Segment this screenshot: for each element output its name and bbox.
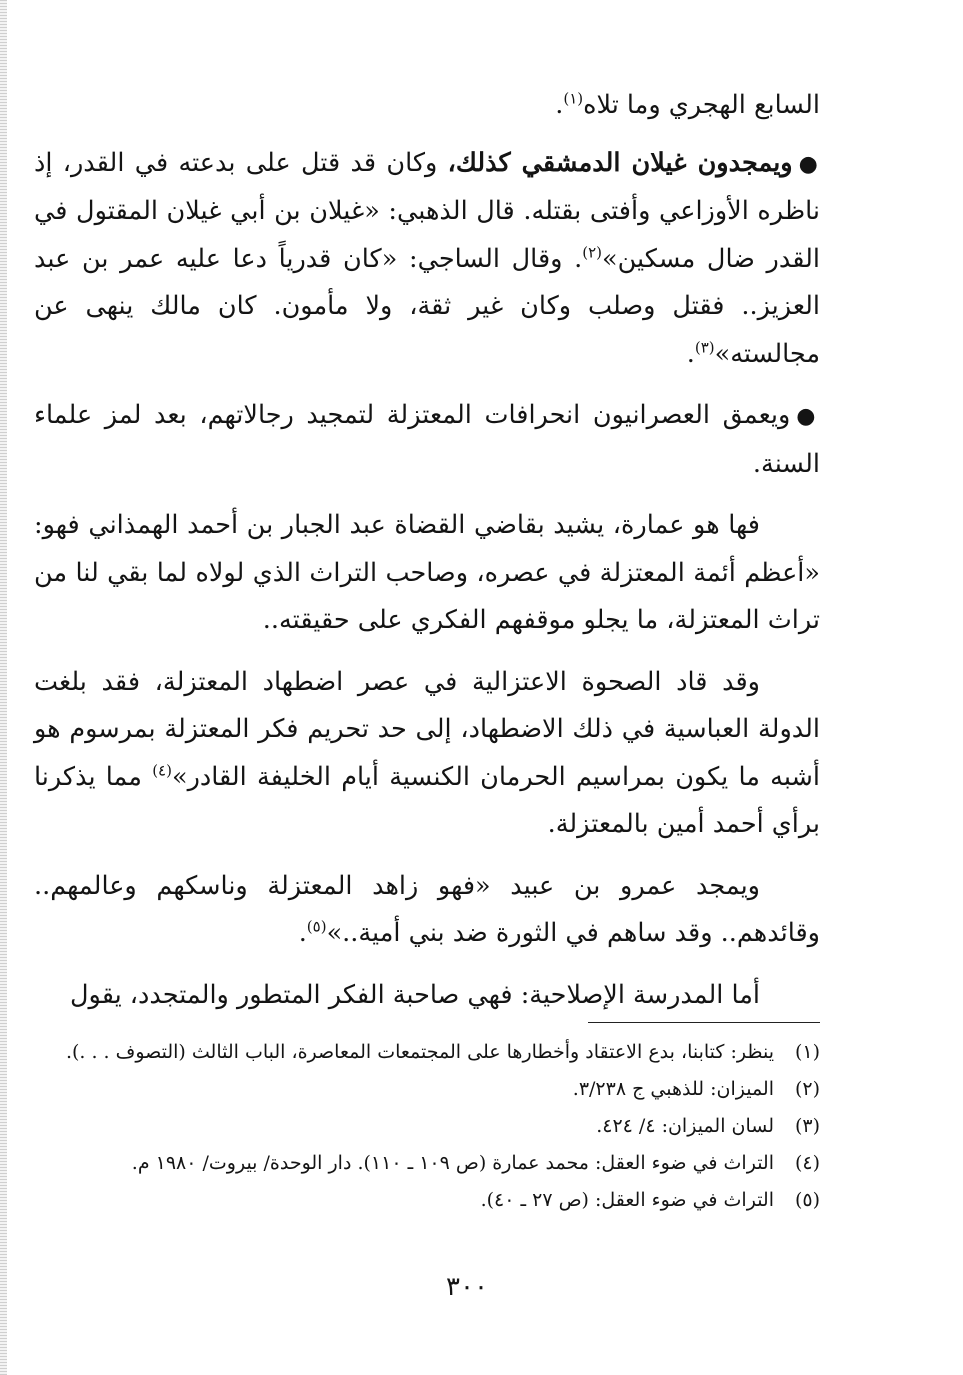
footnote-4	[34, 1145, 820, 1182]
footnotes	[34, 1034, 820, 1219]
paragraph-text: وقد قاد الصحوة الاعتزالية في عصر اضطهاد المعتزلة، فقد بلغت الدولة العباسية في ذلك الاضطهاد، إلى حد تحريم فكر المعتزلة بمرسوم هو أشبه ما يكون بمراسيم الحرمان الكنسية أيام الخليفة القادر»	[34, 666, 820, 792]
footnote-1	[34, 1034, 820, 1071]
paragraph-text: فها هو عمارة، يشيد بقاضي القضاة عبد الجبار بن أحمد الهمذاني فهو: «أعظم أئمة المعتزلة في عصره، وصاحب التراث الذي لولاه لما بقي لنا من تراث المعتزلة، ما يجلو موقفهم الفكري على حقيقته..	[34, 510, 820, 635]
paragraph-continuation: السابع الهجري وما تلاه$^{(١)}$.	[555, 89, 820, 120]
paragraph-text: ويمجد عمرو بن عبيد «فهو زاهد المعتزلة وناسكهم وعالمهم.. وقائدهم.. وقد ساهم في الثورة ضد بني أمية..»	[34, 870, 820, 948]
paragraph-text: أما المدرسة الإصلاحية: فهي صاحبة الفكر المتطور والمتجدد، يقول	[70, 979, 760, 1010]
page-body	[34, 82, 820, 1352]
footnote-ref[interactable]: (٤)	[152, 761, 172, 779]
footnote-text: لسان الميزان: ٤/ ٤٢٤.	[596, 1115, 774, 1137]
footnote-ref[interactable]: (٣)	[694, 338, 715, 356]
footnote-2	[34, 1071, 820, 1108]
footnote-ref[interactable]: (٥)	[306, 917, 327, 936]
bold-lead: ويمجدون غيلان الدمشقي كذلك،	[447, 147, 793, 178]
footnote-ref[interactable]: (١)	[563, 89, 584, 108]
paragraph-text: السابع الهجري وما تلاه	[583, 90, 820, 120]
footnote-text: ينظر: كتابنا، بدع الاعتقاد وأخطارها على المجتمعات المعاصرة، الباب الثالث (التصوف . . .).	[65, 1041, 774, 1063]
footnote-5	[34, 1182, 820, 1219]
bullet-icon: ●	[796, 404, 820, 429]
paragraph-abd-al-jabbar	[34, 502, 820, 645]
footnote-text: التراث في ضوء العقل: (ص ٢٧ ـ ٤٠).	[480, 1189, 774, 1211]
paragraph-ghaylan: ●ويمجدون غيلان الدمشقي كذلك، وكان قد قتل على بدعته في القدر، إذ ناظره الأوزاعي وأفتى بقتله. قال الذهبي: «غيلان بن أبي غيلان المقتول في القدر ضال مسكين»$^{(٢)}$. وقال الساجي: «كان قدرياً دعا عليه عمر بن عبد العزيز.. فقتل وصلب وكان غير ثقة، ولا مأمون. كان مالك ينهى عن مجالسته»$^{(٣)}$.	[34, 147, 821, 369]
footnote-text: الميزان: للذهبي ج ٣/٢٣٨.	[572, 1078, 774, 1100]
footnote-number: (١)	[794, 1041, 820, 1063]
paragraph-sahwa: وقد قاد الصحوة الاعتزالية في عصر اضطهاد المعتزلة، فقد بلغت الدولة العباسية في ذلك الاضطهاد، إلى حد تحريم فكر المعتزلة بمرسوم هو أشبه ما يكون بمراسيم الحرمان الكنسية أيام الخليفة القادر»$^{(٤)}$ مما يذكرنا برأي أحمد أمين بالمعتزلة.	[34, 666, 820, 839]
footnote-number: (٤)	[794, 1152, 820, 1174]
bullet-icon: ●	[798, 151, 820, 177]
paragraph-asraniyun	[34, 392, 820, 488]
paragraph-text: وكان قد قتل على بدعته في القدر، إذ ناظره الأوزاعي وأفتى بقتله. قال الذهبي: «غيلان بن أبي غيلان المقتول في القدر ضال مسكين»	[34, 147, 821, 274]
paragraph-text: ويعمق العصرانيون انحرافات المعتزلة لتمجيد رجالاتهم، بعد لمز علماء السنة.	[34, 400, 820, 479]
scan-edge	[0, 0, 7, 1375]
footnote-text: التراث في ضوء العقل: محمد عمارة (ص ١٠٩ ـ ١١٠). دار الوحدة/ بيروت/ ١٩٨٠ م.	[131, 1152, 774, 1174]
footnote-ref[interactable]: (٢)	[582, 243, 603, 261]
paragraph-islahiya	[34, 972, 820, 1020]
footnote-number: (٥)	[794, 1189, 820, 1211]
footnote-number: (٣)	[794, 1115, 820, 1137]
paragraph-amr-ibn-ubayd: ويمجد عمرو بن عبيد «فهو زاهد المعتزلة وناسكهم وعالمهم.. وقائدهم.. وقد ساهم في الثورة ضد بني أمية..»$^{(٥)}$.	[34, 870, 820, 948]
footnote-number: (٢)	[794, 1078, 820, 1100]
footnote-3	[34, 1108, 820, 1145]
page-number: ٣٠٠	[446, 1272, 488, 1302]
